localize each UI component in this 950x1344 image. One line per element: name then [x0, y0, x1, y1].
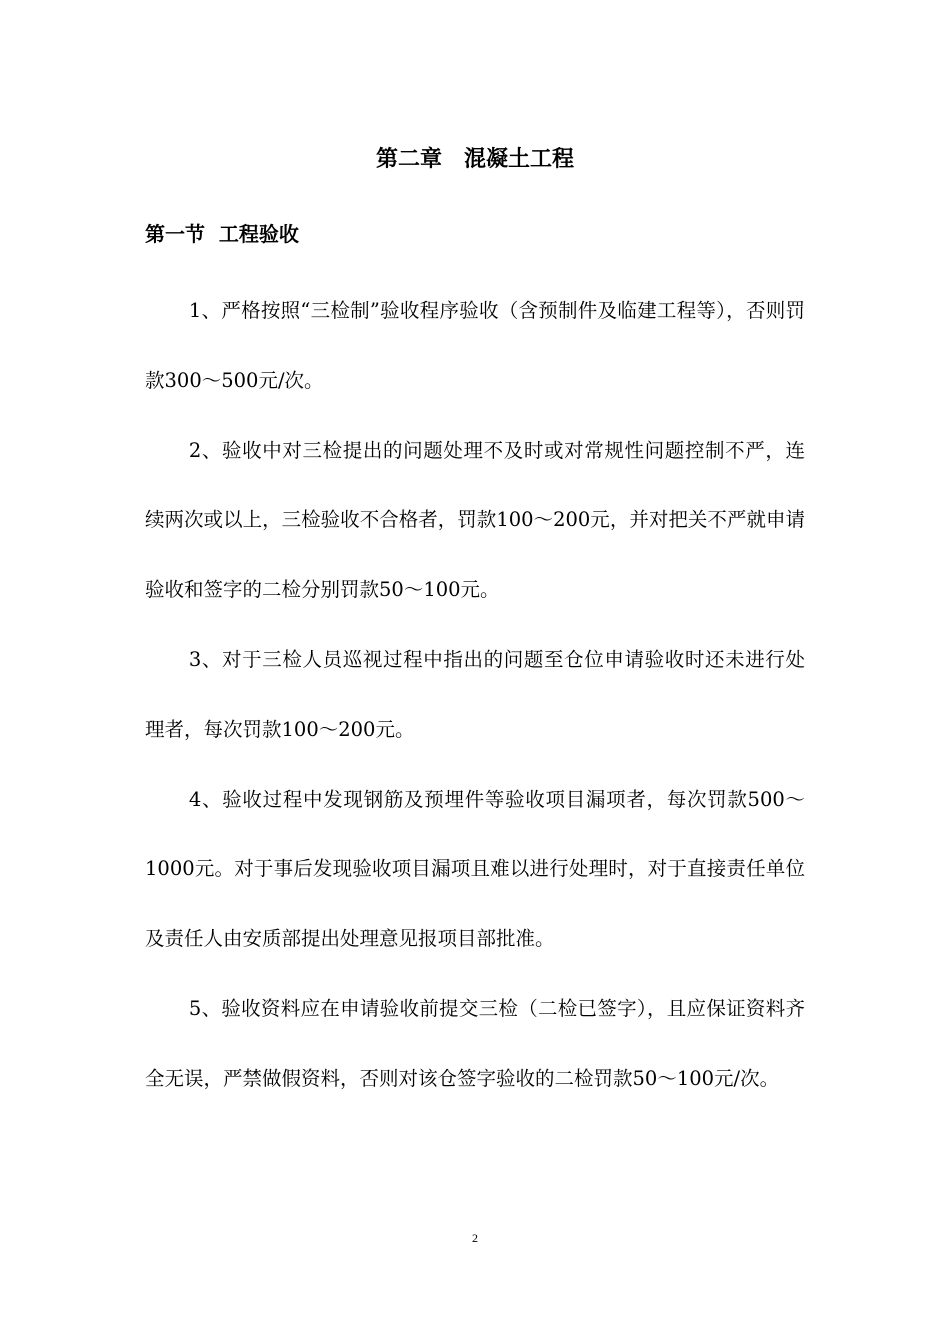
paragraph-4: 4、验收过程中发现钢筋及预埋件等验收项目漏项者，每次罚款500～1000元。对于事后发现验收项目漏项且难以进行处理时，对于直接责任单位及责任人由安质部提出处理意见报项目部批准。: [145, 787, 805, 951]
paragraph-2: 2、验收中对三检提出的问题处理不及时或对常规性问题控制不严，连续两次或以上，三检验收不合格者，罚款100～200元，并对把关不严就申请验收和签字的二检分别罚款50～100元。: [145, 438, 805, 602]
section-title: 第一节 工程验收: [145, 222, 299, 246]
paragraph-3: 3、对于三检人员巡视过程中指出的问题至仓位申请验收时还未进行处理者，每次罚款100～200元。: [145, 647, 805, 741]
page-number: 2: [472, 1231, 478, 1245]
body-text: [145, 276, 805, 1114]
paragraph-1: 1、严格按照“三检制”验收程序验收（含预制件及临建工程等），否则罚款300～500元/次。: [145, 299, 805, 392]
chapter-title: 第二章 混凝土工程: [375, 147, 574, 172]
paragraph-5: 5、验收资料应在申请验收前提交三检（二检已签字），且应保证资料齐全无误，严禁做假资料，否则对该仓签字验收的二检罚款50～100元/次。: [145, 996, 805, 1090]
